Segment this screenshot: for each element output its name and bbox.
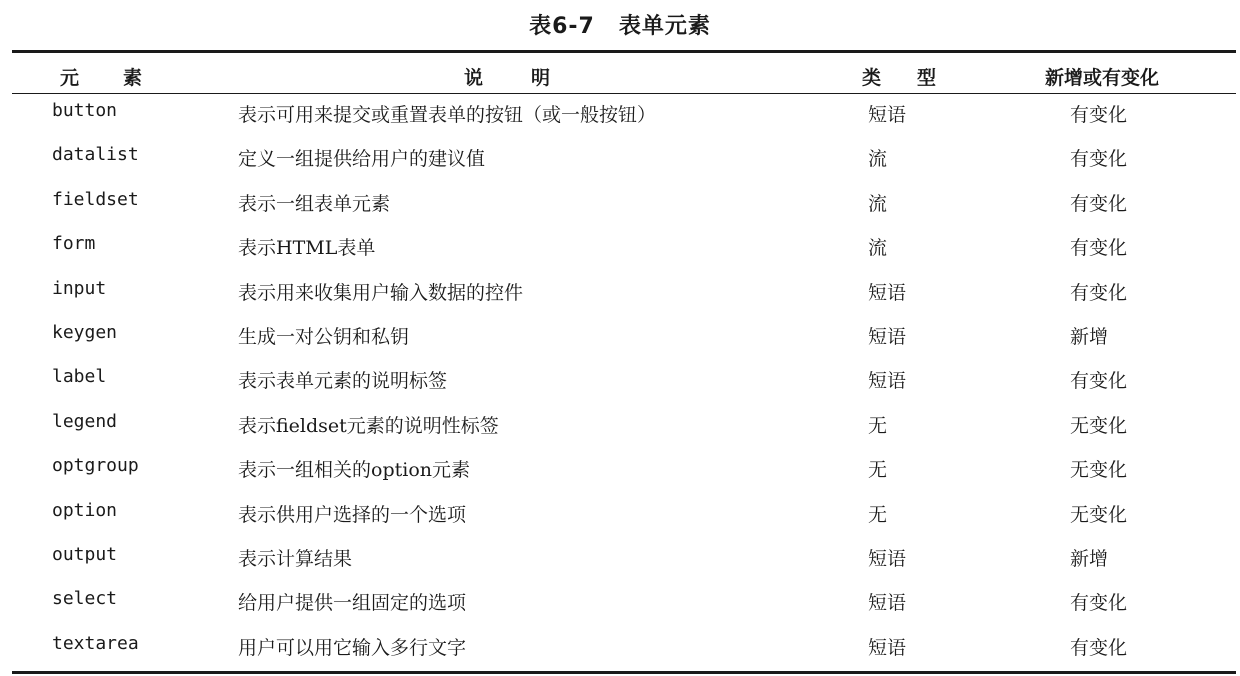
description-cell: 表示表单元素的说明标签 bbox=[238, 370, 448, 393]
header-element: 元素 bbox=[60, 67, 187, 89]
table-row bbox=[0, 494, 1240, 538]
change-cell: 有变化 bbox=[1070, 370, 1128, 393]
change-cell: 有变化 bbox=[1070, 592, 1128, 615]
table-row bbox=[0, 627, 1240, 671]
top-rule bbox=[12, 50, 1236, 53]
element-cell: legend bbox=[52, 410, 118, 432]
description-cell: 表示计算结果 bbox=[238, 547, 353, 570]
change-cell: 有变化 bbox=[1070, 237, 1128, 260]
table-header bbox=[0, 54, 1240, 92]
description-cell: 给用户提供一组固定的选项 bbox=[238, 592, 467, 615]
element-cell: select bbox=[52, 588, 118, 610]
table-row bbox=[0, 272, 1240, 316]
table-row bbox=[0, 316, 1240, 360]
change-cell: 无变化 bbox=[1070, 459, 1128, 482]
element-cell: button bbox=[52, 100, 118, 121]
description-cell: 表示用来收集用户输入数据的控件 bbox=[238, 281, 524, 304]
change-cell: 有变化 bbox=[1070, 636, 1128, 659]
table-row bbox=[0, 582, 1240, 626]
change-cell: 新增 bbox=[1070, 547, 1109, 570]
table-row bbox=[0, 94, 1240, 138]
element-cell: form bbox=[52, 233, 96, 255]
type-cell: 短语 bbox=[868, 325, 907, 348]
table-body bbox=[0, 94, 1240, 671]
element-cell: optgroup bbox=[52, 455, 139, 477]
table-row bbox=[0, 138, 1240, 182]
description-cell: 表示可用来提交或重置表单的按钮（或一般按钮） bbox=[238, 104, 657, 126]
change-cell: 无变化 bbox=[1070, 503, 1128, 526]
element-cell: option bbox=[52, 499, 118, 521]
table-row bbox=[0, 449, 1240, 493]
element-cell: input bbox=[52, 277, 107, 299]
description-cell: 表示HTML表单 bbox=[238, 237, 376, 260]
change-cell: 有变化 bbox=[1070, 192, 1128, 215]
element-cell: label bbox=[52, 366, 107, 388]
description-cell: 定义一组提供给用户的建议值 bbox=[238, 148, 486, 171]
type-cell: 短语 bbox=[868, 104, 907, 126]
table-row bbox=[0, 405, 1240, 449]
type-cell: 短语 bbox=[868, 547, 907, 570]
description-cell: 表示一组表单元素 bbox=[238, 192, 391, 215]
change-cell: 有变化 bbox=[1070, 104, 1128, 126]
element-cell: fieldset bbox=[52, 188, 139, 210]
type-cell: 流 bbox=[868, 192, 888, 215]
element-cell: datalist bbox=[52, 144, 139, 166]
element-cell: output bbox=[52, 543, 118, 565]
header-type: 类型 bbox=[862, 67, 973, 89]
type-cell: 短语 bbox=[868, 281, 907, 304]
change-cell: 有变化 bbox=[1070, 281, 1128, 304]
header-description: 说明 bbox=[464, 67, 599, 89]
table-number: 表6-7 bbox=[529, 14, 595, 39]
change-cell: 无变化 bbox=[1070, 414, 1128, 437]
type-cell: 短语 bbox=[868, 370, 907, 393]
description-cell: 表示一组相关的option元素 bbox=[238, 459, 470, 482]
type-cell: 无 bbox=[868, 503, 888, 526]
change-cell: 新增 bbox=[1070, 325, 1109, 348]
table-row bbox=[0, 227, 1240, 271]
description-cell: 表示fieldset元素的说明性标签 bbox=[238, 414, 499, 437]
table-row bbox=[0, 183, 1240, 227]
table-caption bbox=[0, 9, 1240, 40]
element-cell: textarea bbox=[52, 632, 139, 654]
table-row bbox=[0, 360, 1240, 404]
table-title: 表单元素 bbox=[618, 14, 711, 39]
type-cell: 流 bbox=[868, 148, 888, 171]
description-cell: 用户可以用它输入多行文字 bbox=[238, 636, 467, 659]
change-cell: 有变化 bbox=[1070, 148, 1128, 171]
type-cell: 无 bbox=[868, 414, 888, 437]
element-cell: keygen bbox=[52, 321, 118, 343]
type-cell: 短语 bbox=[868, 592, 907, 615]
header-change: 新增或有变化 bbox=[1045, 67, 1160, 89]
type-cell: 无 bbox=[868, 459, 888, 482]
type-cell: 短语 bbox=[868, 636, 907, 659]
bottom-rule bbox=[12, 671, 1236, 674]
description-cell: 表示供用户选择的一个选项 bbox=[238, 503, 467, 526]
table-row bbox=[0, 538, 1240, 582]
description-cell: 生成一对公钥和私钥 bbox=[238, 325, 410, 348]
type-cell: 流 bbox=[868, 237, 888, 260]
